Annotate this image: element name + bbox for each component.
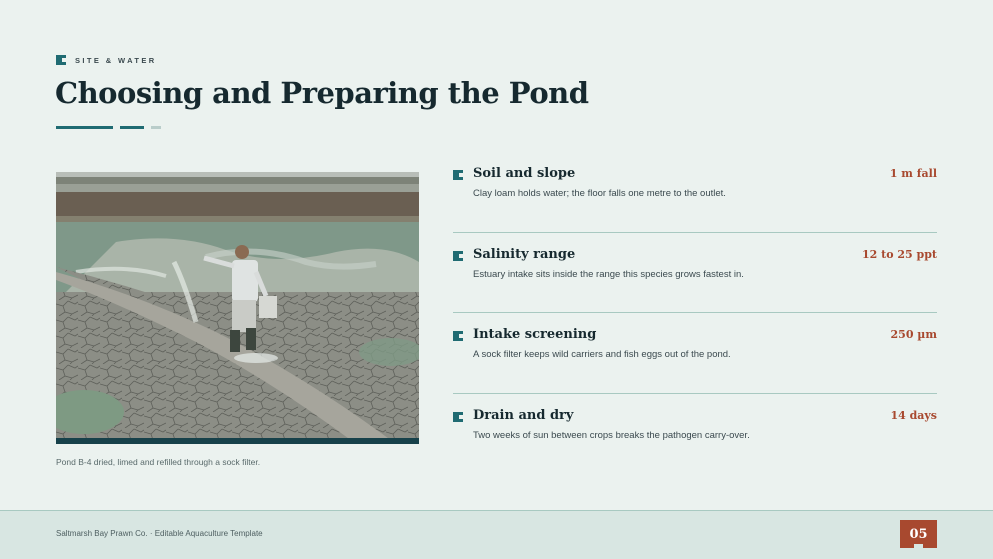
section-eyebrow (56, 55, 157, 65)
item-divider (453, 232, 937, 233)
eyebrow-label: SITE & WATER (75, 55, 157, 65)
bullet-mark-icon (453, 170, 463, 180)
list-item (453, 321, 937, 402)
list-item (453, 241, 937, 322)
title-rule-dot (151, 126, 161, 129)
item-value: 12 to 25 ppt (862, 247, 937, 261)
item-title: Drain and dry (473, 407, 574, 423)
list-item (453, 160, 937, 241)
list-item (453, 402, 937, 483)
item-description: Clay loam holds water; the floor falls one metre to the outlet. (473, 188, 726, 199)
footer-bar (0, 510, 993, 559)
item-title: Salinity range (473, 246, 576, 262)
bullet-mark-icon (453, 412, 463, 422)
title-rule-short (120, 126, 144, 129)
item-value: 250 µm (890, 328, 937, 341)
item-value: 14 days (890, 408, 937, 422)
item-description: A sock filter keeps wild carriers and fish eggs out of the pond. (473, 349, 731, 360)
checklist (453, 160, 937, 482)
bullet-mark-icon (453, 251, 463, 261)
item-description: Two weeks of sun between crops breaks the pathogen carry-over. (473, 429, 750, 441)
item-title: Intake screening (473, 327, 597, 342)
bullet-mark-icon (453, 331, 463, 341)
item-value: 1 m fall (889, 167, 937, 180)
item-description: Estuary intake sits inside the range this species grows fastest in. (473, 268, 744, 280)
photo-caption: Pond B-4 dried, limed and refilled through a sock filter. (56, 457, 261, 467)
title-rule-long (56, 126, 113, 129)
item-title: Soil and slope (473, 166, 576, 181)
page-number: 05 (900, 520, 937, 548)
bullet-mark-icon (56, 55, 66, 65)
footer-text: Saltmarsh Bay Prawn Co. · Editable Aquaculture Template (56, 529, 263, 538)
item-divider (453, 312, 937, 313)
photo-bottom-bar (56, 438, 419, 444)
pond-photo-illustration (56, 172, 419, 444)
pond-photo (56, 172, 419, 444)
page-title: Choosing and Preparing the Pond (55, 76, 589, 110)
item-divider (453, 393, 937, 394)
